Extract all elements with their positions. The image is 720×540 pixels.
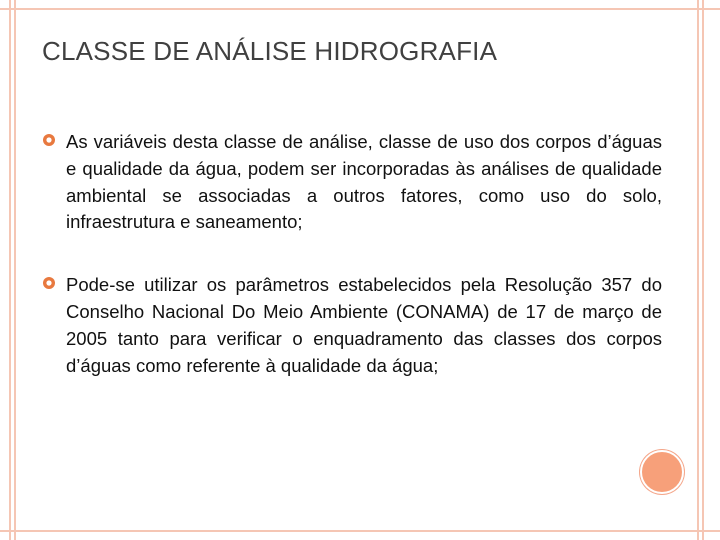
bullet-text: Pode-se utilizar os parâmetros estabelecidos pela Resolução 357 do Conselho Nacional Do Meio Ambiente (CONAMA) de 17 de março de 2005 tanto para verificar o enquadramento das classes dos corpos d’águas como referente à qualidade da água;: [66, 274, 662, 376]
bullet-item: [42, 129, 662, 236]
frame-line-bottom: [0, 530, 720, 532]
decorative-circle: [640, 450, 684, 494]
gear-bullet-icon: [42, 133, 56, 147]
gear-bullet-icon: [42, 276, 56, 290]
frame-line-right-outer: [702, 0, 704, 540]
frame-line-left-outer: [9, 0, 11, 540]
bullet-list: [42, 129, 662, 379]
slide-title: CLASSE DE ANÁLISE HIDROGRAFIA: [42, 36, 498, 66]
bullet-item: [42, 272, 662, 379]
bullet-text: As variáveis desta classe de análise, classe de uso dos corpos d’águas e qualidade da água, podem ser incorporadas às análises de qualidade ambiental se associadas a outros fatores, como uso do solo, infraestrutura e saneamento;: [66, 131, 662, 233]
frame-line-top: [0, 8, 720, 10]
frame-line-right-inner: [697, 0, 699, 540]
frame-line-left-inner: [14, 0, 16, 540]
